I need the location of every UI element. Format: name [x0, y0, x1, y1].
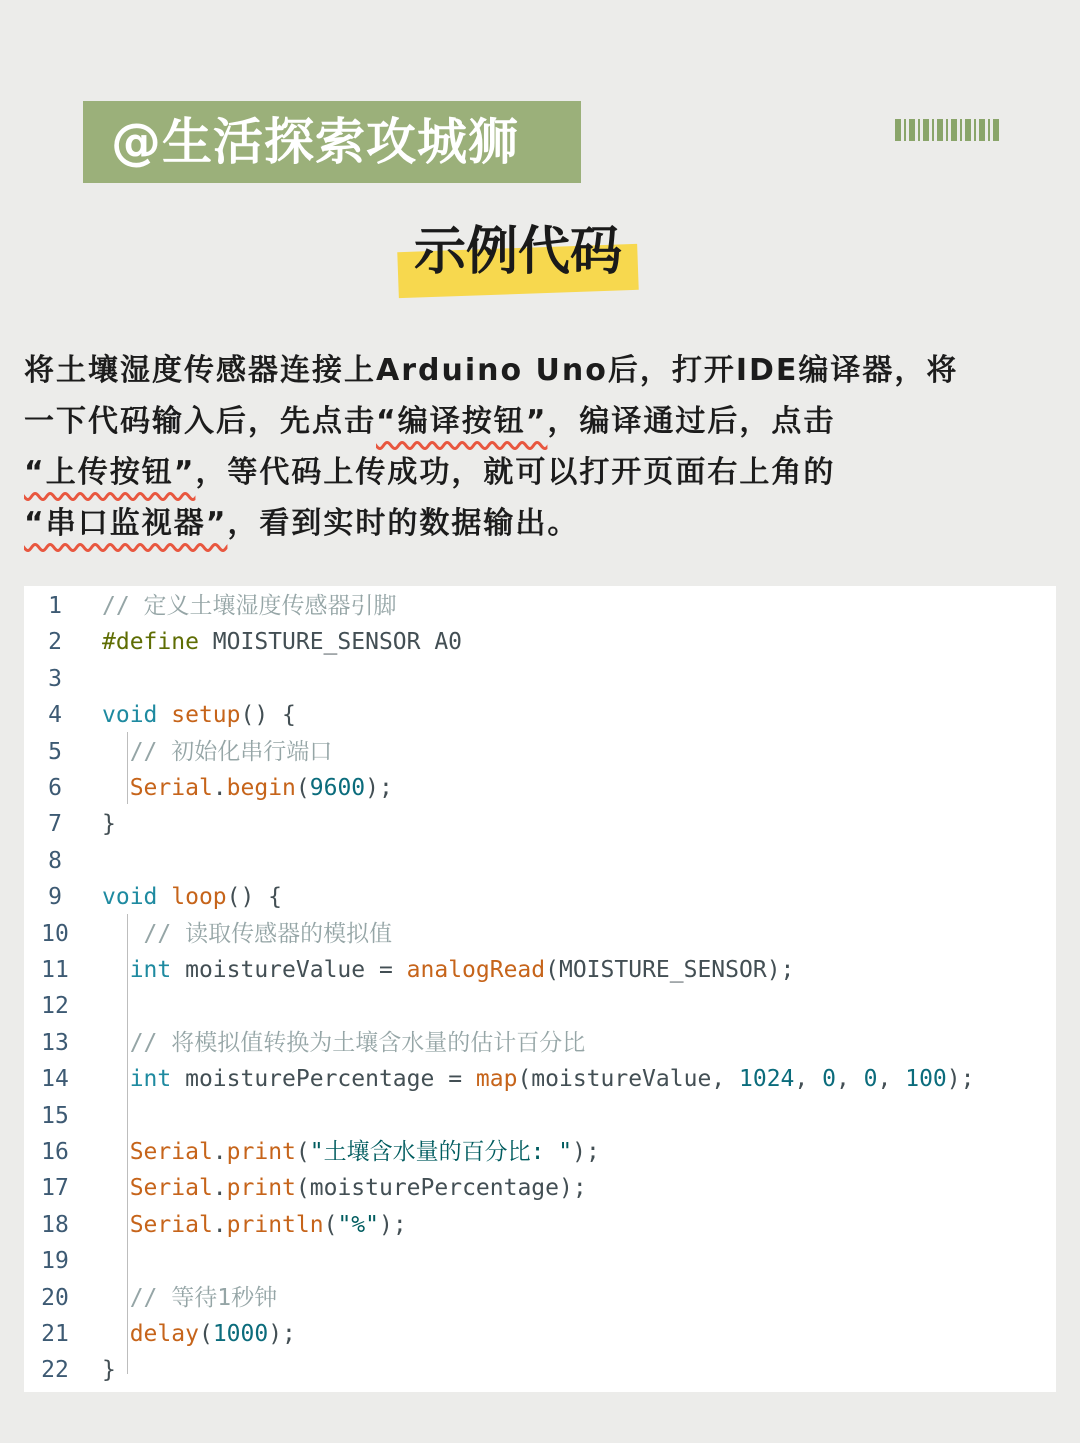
line-number: 10 — [41, 920, 69, 947]
code-line — [24, 1280, 1056, 1316]
code-text — [102, 770, 393, 806]
line-number: 1 — [48, 593, 62, 619]
code-line — [24, 806, 1056, 842]
code-text — [102, 879, 282, 915]
code-token — [102, 957, 130, 983]
line-number: 14 — [41, 1066, 69, 1093]
code-line — [24, 952, 1056, 988]
code-token: Serial — [129, 1211, 213, 1238]
code-token: 1000 — [212, 1321, 269, 1347]
code-token: , — [835, 1066, 864, 1093]
code-token — [102, 1321, 130, 1347]
code-token: setup — [171, 702, 241, 729]
code-line — [24, 734, 1056, 770]
code-line — [24, 661, 1056, 697]
code-token — [102, 921, 144, 947]
code-token — [102, 1139, 130, 1165]
intro-text-1: 将土壤湿度传感器连接上Arduino Uno后，打开IDE编译器，将 — [24, 353, 959, 388]
code-token: "%" — [337, 1211, 379, 1238]
line-number: 5 — [48, 738, 62, 765]
code-token: // 读取传感器的模拟值 — [143, 920, 393, 947]
code-token: ); — [572, 1139, 600, 1165]
code-token — [102, 775, 130, 801]
code-text — [102, 1352, 116, 1388]
code-text — [102, 1280, 277, 1316]
code-text — [102, 697, 296, 733]
compile-button-mention: “编译按钮” — [376, 404, 548, 439]
author-tag: @生活探索攻城狮 — [83, 101, 581, 183]
code-token — [102, 1066, 130, 1092]
page-title: 示例代码 — [413, 222, 622, 282]
code-token: moistureValue = — [171, 957, 407, 983]
code-token: (moistureValue, — [517, 1066, 739, 1093]
code-token: MOISTURE_SENSOR A0 — [198, 629, 463, 656]
code-token: Serial — [129, 1175, 213, 1202]
code-token: ); — [379, 1211, 407, 1238]
code-token: // 等待1秒钟 — [129, 1284, 278, 1311]
line-number: 12 — [41, 993, 69, 1020]
code-text — [102, 1061, 974, 1097]
code-text — [102, 1170, 587, 1206]
code-line — [24, 916, 1056, 952]
code-editor — [24, 586, 1056, 1392]
code-token: // 初始化串行端口 — [129, 738, 333, 765]
code-token: 0 — [863, 1066, 878, 1093]
line-number: 6 — [48, 775, 62, 801]
code-line — [24, 770, 1056, 806]
line-number: 2 — [48, 629, 62, 656]
code-line — [24, 588, 1056, 624]
line-number: 9 — [48, 884, 62, 911]
code-token: . — [212, 775, 227, 801]
code-text — [102, 916, 392, 952]
code-text — [102, 806, 116, 842]
code-line — [24, 1098, 1056, 1134]
code-text — [102, 588, 397, 624]
code-token: print — [226, 1139, 296, 1165]
intro-text-4: ，等代码上传成功，就可以打开页面右上角的 — [195, 455, 836, 490]
line-number: 20 — [41, 1284, 69, 1311]
code-token: 100 — [905, 1066, 947, 1093]
code-line — [24, 1352, 1056, 1388]
code-token: () { — [240, 702, 296, 729]
code-line — [24, 697, 1056, 733]
line-number: 3 — [48, 665, 62, 692]
code-token: begin — [226, 775, 296, 801]
code-token: } — [102, 811, 116, 838]
line-number: 15 — [41, 1102, 69, 1129]
line-number: 17 — [41, 1175, 69, 1202]
code-token: . — [212, 1211, 227, 1238]
code-token: // 将模拟值转换为土壤含水量的估计百分比 — [129, 1029, 586, 1056]
intro-text-5: ，看到实时的数据输出。 — [227, 506, 580, 541]
code-text — [102, 734, 332, 770]
code-text — [102, 1316, 296, 1352]
code-line — [24, 1170, 1056, 1206]
code-token: analogRead — [406, 957, 546, 983]
code-token: loop — [171, 884, 227, 911]
code-token: int — [129, 1066, 172, 1093]
code-token: ( — [323, 1211, 338, 1238]
line-number: 11 — [41, 957, 69, 983]
code-token: Serial — [129, 1139, 213, 1165]
line-number: 19 — [41, 1248, 69, 1275]
line-number: 13 — [41, 1029, 69, 1056]
code-token: void — [102, 702, 158, 729]
code-line — [24, 843, 1056, 879]
code-token: (moisturePercentage); — [295, 1175, 587, 1202]
code-text — [102, 952, 794, 988]
code-text — [102, 1134, 600, 1170]
code-token: void — [102, 884, 158, 911]
code-token: 0 — [822, 1066, 836, 1093]
code-token: #define — [102, 629, 199, 656]
line-number: 21 — [41, 1321, 69, 1347]
code-line — [24, 1207, 1056, 1243]
code-token: , — [877, 1066, 906, 1093]
code-token: print — [226, 1175, 296, 1202]
line-number: 7 — [48, 811, 62, 838]
code-text — [102, 1207, 407, 1243]
code-token: (MOISTURE_SENSOR); — [545, 957, 795, 983]
code-token: 1024 — [739, 1066, 795, 1093]
intro-paragraph — [24, 345, 1064, 549]
code-token: println — [226, 1211, 324, 1238]
code-line — [24, 1316, 1056, 1352]
line-number: 4 — [48, 702, 62, 729]
code-line — [24, 988, 1056, 1024]
code-token: . — [212, 1175, 227, 1202]
code-token — [157, 702, 171, 728]
code-token: . — [212, 1139, 227, 1165]
code-token — [102, 1212, 130, 1238]
line-number: 18 — [41, 1211, 69, 1238]
title-block — [398, 220, 638, 300]
code-token — [157, 884, 171, 910]
code-token: ( — [198, 1321, 213, 1347]
code-line — [24, 1134, 1056, 1170]
code-token — [102, 1175, 130, 1201]
code-token: Serial — [129, 775, 213, 801]
barcode-decoration — [895, 119, 1001, 141]
code-text — [102, 1025, 585, 1061]
code-token: ( — [295, 775, 310, 801]
code-token: ); — [268, 1321, 296, 1347]
upload-button-mention: “上传按钮” — [24, 455, 196, 490]
code-token — [102, 1030, 130, 1056]
line-number: 22 — [41, 1357, 69, 1384]
code-token: } — [102, 1357, 116, 1384]
code-token — [102, 739, 130, 765]
code-token: moisturePercentage = — [171, 1066, 476, 1093]
intro-text-3: ，编译通过后，点击 — [547, 404, 836, 439]
code-token: int — [129, 957, 172, 983]
serial-monitor-mention: “串口监视器” — [24, 506, 228, 541]
code-token: 9600 — [309, 775, 366, 801]
intro-text-2: 一下代码输入后，先点击 — [24, 404, 376, 439]
line-number: 16 — [41, 1139, 69, 1165]
code-token: "土壤含水量的百分比: " — [309, 1139, 573, 1165]
code-token — [102, 1285, 130, 1311]
code-token: // 定义土壤湿度传感器引脚 — [102, 593, 397, 619]
code-token: delay — [129, 1321, 199, 1347]
code-token: ); — [946, 1066, 975, 1093]
code-line — [24, 1061, 1056, 1097]
code-token: () { — [226, 884, 283, 911]
code-token: ( — [295, 1139, 310, 1165]
code-line — [24, 624, 1056, 660]
code-token: ); — [365, 775, 393, 801]
line-number: 8 — [48, 847, 62, 874]
code-line — [24, 879, 1056, 915]
code-token: map — [475, 1066, 518, 1093]
code-token: , — [794, 1066, 823, 1093]
code-line — [24, 1025, 1056, 1061]
code-line — [24, 1243, 1056, 1279]
code-text — [102, 624, 462, 660]
